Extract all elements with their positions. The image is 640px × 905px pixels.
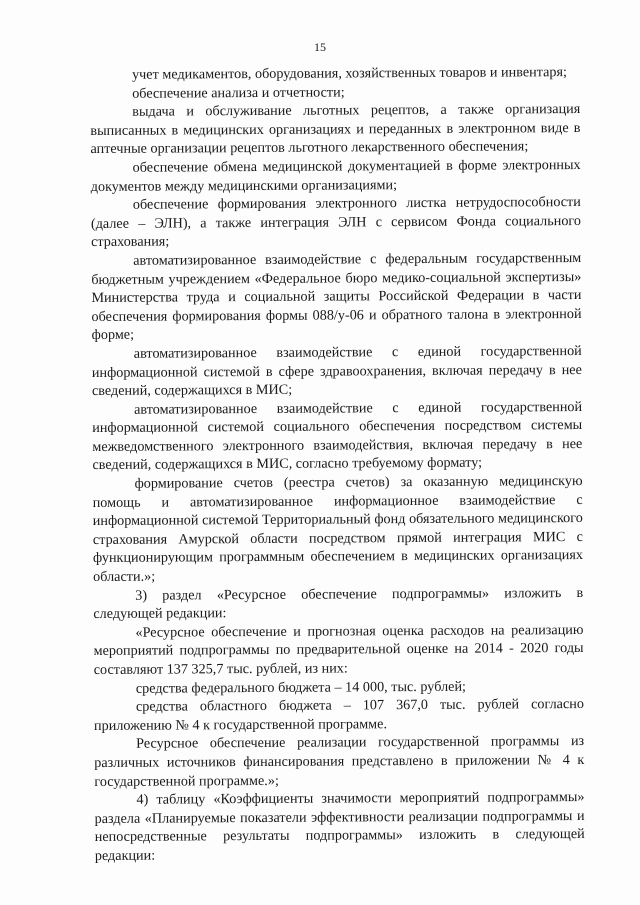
paragraph: 4) таблицу «Коэффициенты значимости мероприятий подпрограммы» раздела «Планируемые показатели эффективности реализации подпрограммы и непосредственные результаты подпрограммы» изложить в следующей редакции: [94,789,585,864]
paragraph: «Ресурсное обеспечение и прогнозная оценка расходов на реализацию мероприятий подпрограммы по предварительной оценке на 2014 - 2020 годы составляют 137 325,7 тыс. рублей, из них: [93,621,584,678]
paragraph: средства федерального бюджета – 14 000, тыс. рублей; [135,678,467,697]
page-number: 15 [314,40,326,54]
paragraph: 3) раздел «Ресурсное обеспечение подпрограммы» изложить в следующей редакции: [93,584,584,623]
paragraph: формирование счетов (реестра счетов) за оказанную медицинскую помощь и автоматизированное информационное взаимодействие с информационной системой Территориальный фонд обязательного медицинского страхования Амурской области посредством прямой интеграция МИС с функционирующим программным обеспечением в медицинских организациях области.»; [92,473,584,586]
paragraph: автоматизированное взаимодействие с единой государственной информационной системой в сфере здравоохранения, включая передачу в нее сведений, содержащихся в МИС; [91,342,582,400]
paragraph: автоматизированное взаимодействие с единой государственной информационной системой социального обеспечения посредством системы межведомственного электронного взаимодействия, включая передачу в нее сведений, содержащихся в МИС, согласно требуемому формату; [92,398,583,474]
paragraph: обеспечение формирования электронного листка нетрудоспособности (далее – ЭЛН), а также интеграция ЭЛН с сервисом Фонда социального страхования; [90,194,582,251]
paragraph: автоматизированное взаимодействие с федеральным государственным бюджетным учреждением «Федеральное бюро медико-социальной экспертизы» Министерства труда и социальной защиты Российской Федерации в части обеспечения формирования формы 088/у-06 и обратного талона в электронной форме; [91,249,582,344]
paragraph: Ресурсное обеспечение реализации государственной программы из различных источников финансирования представлено в приложении № 4 к государственной программе.»; [94,733,585,790]
paragraph: выдача и обслуживание льготных рецептов, а также организация выписанных в медицинских организациях и переданных в электронном виде в аптечные организации рецептов льготного лекарственного обеспечения; [90,101,581,158]
document-body [90,63,585,866]
paragraph: средства областного бюджета – 107 367,0 тыс. рублей согласно приложению № 4 к государственной программе. [93,696,584,734]
paragraph: учет медикаментов, оборудования, хозяйственных товаров и инвентаря; [132,64,568,83]
paragraph: обеспечение анализа и отчетности; [132,84,345,102]
paragraph: обеспечение обмена медицинской документацией в форме электронных документов между медицинскими организациями; [90,156,581,195]
